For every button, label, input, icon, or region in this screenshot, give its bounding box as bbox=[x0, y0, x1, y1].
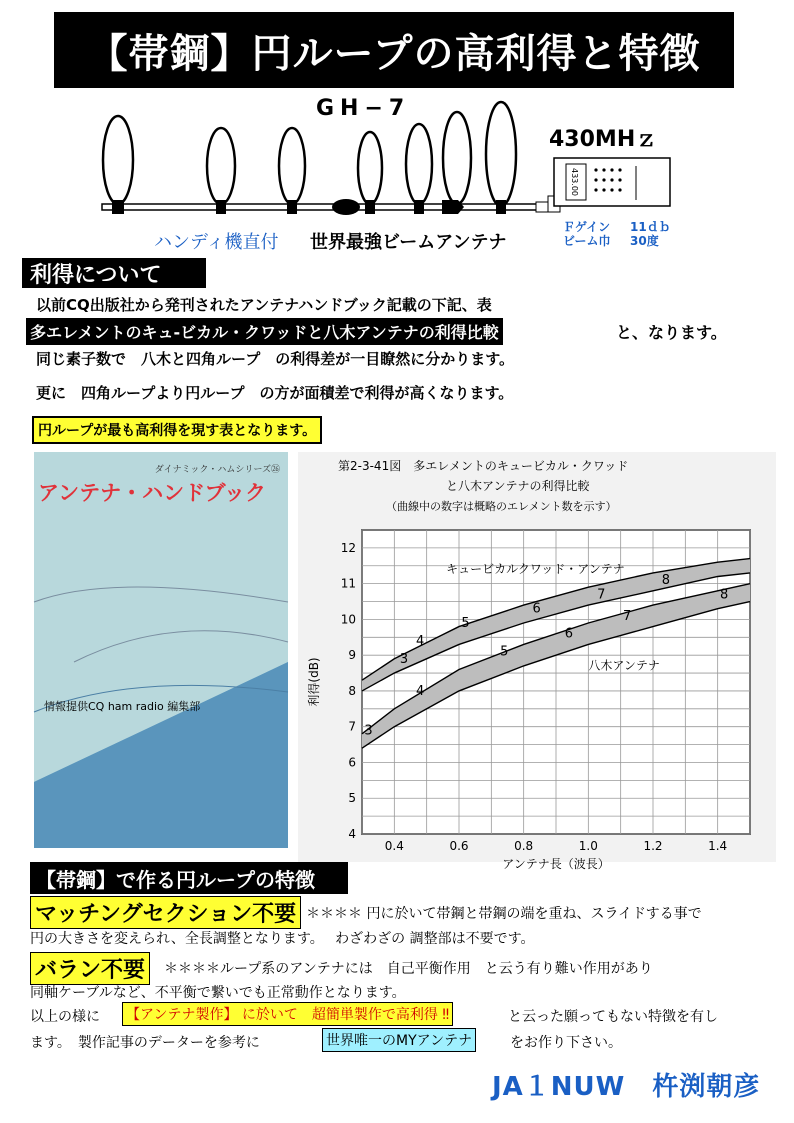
element-count-label: 6 bbox=[564, 626, 574, 642]
spec-gain-value: 11ｄｂ bbox=[630, 220, 671, 234]
element-count-label: 8 bbox=[661, 573, 671, 589]
series-name-label-2: 八木アンテナ bbox=[588, 658, 660, 673]
element-count-label: 6 bbox=[532, 601, 541, 617]
mount-clamp bbox=[216, 200, 226, 214]
summary-tail-2: をお作り下さい。 bbox=[510, 1035, 622, 1051]
element-count-label: 7 bbox=[597, 587, 606, 603]
antenna-model: GH−7 bbox=[316, 96, 411, 121]
features-heading: 【帯鋼】で作る円ループの特徴 bbox=[30, 862, 348, 894]
summary-highlight-1: 【アンテナ製作】 に於いて 超簡単製作で高利得 ‼ bbox=[122, 1002, 453, 1026]
mount-clamp bbox=[414, 200, 424, 214]
antenna-boom bbox=[102, 204, 552, 210]
y-axis-label: 利得(dB) bbox=[307, 657, 321, 707]
loop-element-4 bbox=[358, 132, 382, 204]
element-count-label: 3 bbox=[364, 723, 373, 739]
element-count-label: 7 bbox=[622, 608, 632, 624]
radio-display-text: 433.00 bbox=[570, 168, 579, 196]
gain-line-1: 以前CQ出版社から発刊されたアンテナハンドブック記載の下記、表 bbox=[36, 296, 492, 314]
element-count-label: 5 bbox=[461, 615, 470, 631]
connector bbox=[536, 202, 548, 212]
spec-labels bbox=[563, 220, 611, 248]
matching-text-2: 円の大きさを変えられ、全長調整となります。 わざわざの 調整部は不要です。 bbox=[30, 931, 535, 947]
gain-note: 円ループが最も高利得を現す表となります。 bbox=[32, 416, 322, 444]
gain-line-2-highlight: 多エレメントのキュ-ビカル・クワッドと八木アンテナの利得比較 bbox=[26, 318, 503, 345]
series-name-label-1: キュービカルクワッド・アンテナ bbox=[446, 561, 625, 576]
spec-values bbox=[630, 220, 671, 248]
matching-text-1: ＊＊＊＊ 円に於いて帯鋼と帯鋼の端を重ね、スライドする事で bbox=[306, 906, 702, 922]
loop-element-7 bbox=[486, 102, 516, 206]
spec-beam-label: ビーム巾 bbox=[563, 234, 611, 248]
summary-line-2: ます。 製作記事のデーターを参考に bbox=[30, 1035, 260, 1051]
element-count-label: 3 bbox=[399, 651, 409, 667]
x-axis-label: アンテナ長（波長） bbox=[502, 857, 610, 871]
spec-gain-label: Ｆゲイン bbox=[563, 220, 611, 234]
page-title: 【帯鋼】円ループの高利得と特徴 bbox=[54, 12, 734, 88]
loop-element-1 bbox=[103, 116, 133, 204]
loop-element-2 bbox=[207, 128, 235, 204]
spec-beam-value: 30度 bbox=[630, 234, 659, 248]
book-cover-image bbox=[34, 452, 288, 848]
gain-line-3: 同じ素子数で 八木と四角ループ の利得差が一目瞭然に分かります。 bbox=[36, 350, 515, 368]
y-tick-label: 8 bbox=[348, 683, 356, 698]
x-tick-label: 1.4 bbox=[708, 839, 728, 853]
element-count-label: 8 bbox=[719, 587, 729, 603]
element-count-label: 4 bbox=[416, 633, 425, 649]
loop-element-6 bbox=[443, 112, 471, 204]
feed-block bbox=[332, 199, 360, 215]
loop-element-5 bbox=[406, 124, 432, 204]
caption-strongest-beam: 世界最強ビームアンテナ bbox=[310, 232, 507, 253]
chart-title-line-1: 第2-3-41図 多エレメントのキュービカル・クワッド bbox=[338, 459, 629, 473]
x-tick-label: 0.6 bbox=[449, 839, 469, 853]
x-tick-label: 1.0 bbox=[578, 839, 598, 853]
book-credit: 情報提供CQ ham radio 編集部 bbox=[44, 700, 201, 713]
mount-clamp bbox=[365, 200, 375, 214]
summary-lead: 以上の様に bbox=[30, 1009, 100, 1025]
y-tick-label: 4 bbox=[348, 827, 356, 841]
y-tick-label: 6 bbox=[348, 755, 356, 770]
mount-clamp bbox=[112, 200, 124, 214]
x-tick-label: 0.4 bbox=[384, 839, 404, 853]
chart-subtitle: （曲線中の数字は概略のエレメント数を示す） bbox=[386, 500, 617, 513]
y-tick-label: 12 bbox=[340, 540, 356, 555]
x-tick-label: 1.2 bbox=[643, 839, 663, 853]
book-title: アンテナ・ハンドブック bbox=[38, 481, 267, 505]
book-series: ダイナミック・ハムシリーズ㉖ bbox=[154, 465, 280, 475]
gain-line-4: 更に 四角ループより円ループ の方が面積差で利得が高くなります。 bbox=[36, 384, 514, 402]
chart-title-line-2: と八木アンテナの利得比較 bbox=[446, 479, 590, 493]
antenna-band: 430MHｚ bbox=[549, 127, 658, 152]
y-tick-label: 10 bbox=[340, 612, 356, 627]
summary-tail-1: と云った願ってもない特徴を有し bbox=[508, 1009, 718, 1025]
summary-highlight-2: 世界唯一のMYアンテナ bbox=[322, 1028, 476, 1052]
author-signature: JA１NUW 杵渕朝彦 bbox=[492, 1072, 761, 1102]
balun-text-2: 同軸ケーブルなど、不平衡で繋いでも正常動作となります。 bbox=[30, 985, 406, 1001]
y-tick-label: 7 bbox=[348, 719, 356, 734]
y-tick-label: 5 bbox=[348, 791, 356, 806]
loop-element-3 bbox=[279, 128, 305, 204]
gain-comparison-chart bbox=[298, 452, 776, 871]
gain-line-2-tail: と、なります。 bbox=[616, 323, 727, 342]
caption-handy-mount: ハンディ機直付 bbox=[154, 232, 279, 253]
x-tick-label: 0.8 bbox=[514, 839, 534, 853]
mount-clamp bbox=[496, 200, 506, 214]
element-count-label: 4 bbox=[416, 683, 425, 699]
mount-clamp bbox=[287, 200, 297, 214]
gain-heading: 利得について bbox=[22, 258, 206, 288]
y-tick-label: 9 bbox=[348, 648, 356, 663]
balun-text-1: ＊＊＊＊ループ系のアンテナには 自己平衡作用 と云う有り難い作用があり bbox=[164, 961, 653, 977]
matching-section-label: マッチングセクション不要 bbox=[30, 896, 301, 929]
element-count-label: 5 bbox=[500, 644, 509, 660]
balun-label: バラン不要 bbox=[30, 952, 150, 985]
y-tick-label: 11 bbox=[340, 576, 356, 591]
